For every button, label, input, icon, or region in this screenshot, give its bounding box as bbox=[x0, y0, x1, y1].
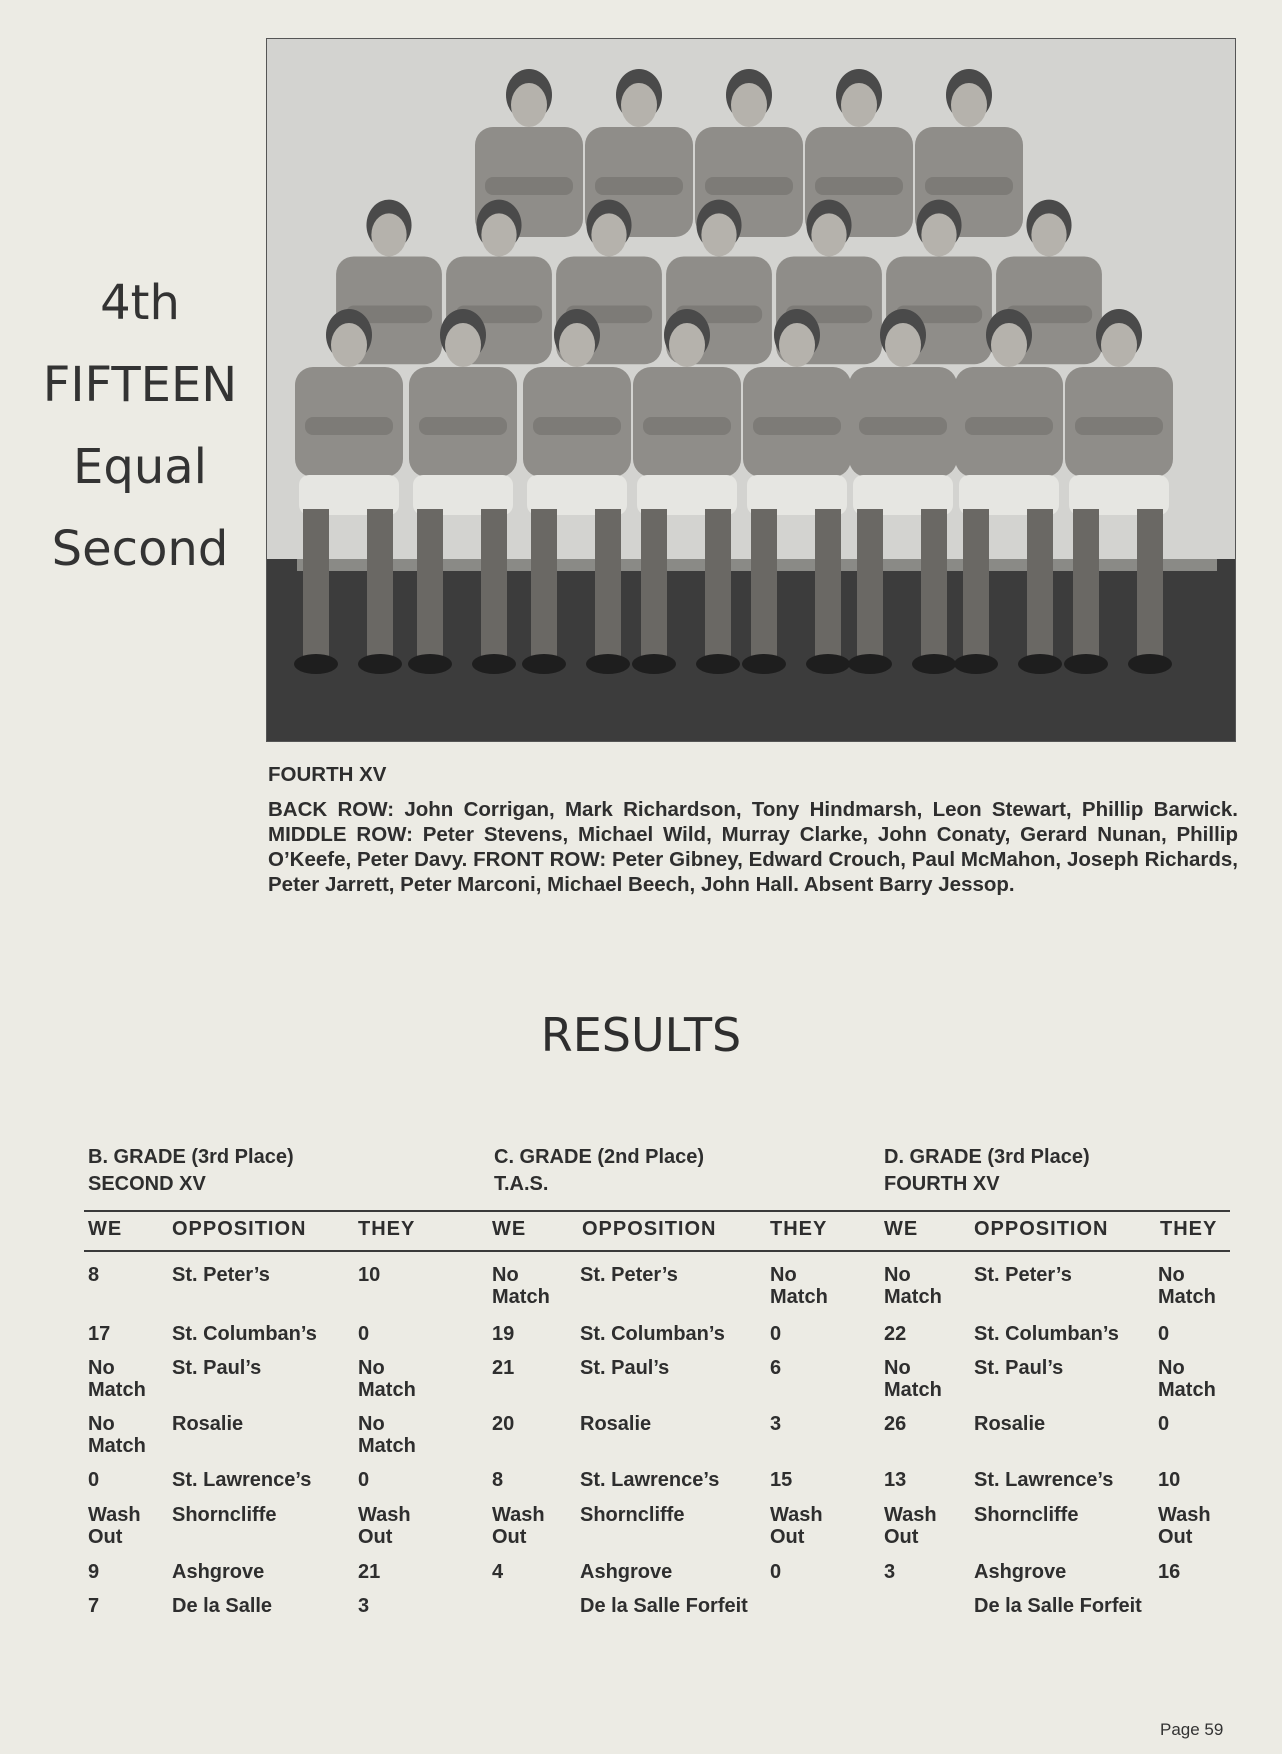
result-cell-d-opposition: St. Columban’s bbox=[974, 1323, 1119, 1345]
player-face bbox=[591, 213, 626, 256]
result-cell-b-opposition: St. Paul’s bbox=[172, 1357, 262, 1379]
caption-body: BACK ROW: John Corrigan, Mark Richardson, Tony Hindmarsh, Leon Stewart, Phillip Barwick. MIDDLE ROW: Peter Stevens, Michael Wild, Murray Clarke, John Conaty, Gerard Nunan, Phillip O’Keefe, Peter Davy. FRONT ROW: Peter Gibney, Edward Crouch, Paul McMahon, Joseph Richards, Peter Jarrett, Peter Marconi, Michael Beech, John Hall. Absent Barry Jessop. bbox=[268, 798, 1238, 896]
result-cell-d-opposition: St. Paul’s bbox=[974, 1357, 1064, 1379]
grade-d-heading bbox=[884, 1144, 1090, 1198]
result-cell-d-we: 22 bbox=[884, 1323, 907, 1345]
player-boot bbox=[294, 654, 338, 674]
player-arms bbox=[643, 417, 731, 435]
result-cell-d-we: 26 bbox=[884, 1413, 907, 1435]
result-cell-d-they: 16 bbox=[1158, 1561, 1181, 1583]
player-arms bbox=[753, 417, 841, 435]
player-face bbox=[951, 83, 987, 127]
result-cell-b-they: 21 bbox=[358, 1561, 381, 1583]
result-cell-b-opposition: Shorncliffe bbox=[172, 1504, 277, 1526]
result-cell-c-we: 19 bbox=[492, 1323, 515, 1345]
player-boot bbox=[358, 654, 402, 674]
result-cell-d-they: Wash Out bbox=[1158, 1504, 1211, 1548]
result-cell-d-opposition: Shorncliffe bbox=[974, 1504, 1079, 1526]
side-title-line: Equal bbox=[73, 439, 207, 495]
result-cell-b-opposition: St. Peter’s bbox=[172, 1264, 270, 1286]
caption-title: FOURTH XV bbox=[268, 763, 387, 786]
result-cell-d-we: Wash Out bbox=[884, 1504, 937, 1548]
player-face bbox=[731, 83, 767, 127]
player-face bbox=[445, 323, 481, 367]
player-arms bbox=[595, 177, 683, 195]
player-boot bbox=[806, 654, 850, 674]
result-cell-c-they: 0 bbox=[770, 1323, 782, 1345]
result-cell-c-we: Wash Out bbox=[492, 1504, 545, 1548]
player-face bbox=[331, 323, 367, 367]
player-boot bbox=[742, 654, 786, 674]
team-photo-icon bbox=[267, 39, 1235, 741]
grade-b-heading bbox=[88, 1144, 294, 1198]
result-cell-c-they: 0 bbox=[770, 1561, 782, 1583]
player-boot bbox=[1064, 654, 1108, 674]
result-cell-c-opposition: St. Lawrence’s bbox=[580, 1469, 720, 1491]
player-face bbox=[1031, 213, 1066, 256]
player-arms bbox=[1075, 417, 1163, 435]
player-sock bbox=[481, 509, 507, 659]
result-cell-c-they: 15 bbox=[770, 1469, 793, 1491]
grade-b-team: SECOND XV bbox=[88, 1173, 206, 1195]
player-arms bbox=[965, 417, 1053, 435]
player-boot bbox=[1128, 654, 1172, 674]
player-sock bbox=[303, 509, 329, 659]
player-boot bbox=[408, 654, 452, 674]
player-sock bbox=[367, 509, 393, 659]
player-face bbox=[371, 213, 406, 256]
col-head-opposition: OPPOSITION bbox=[172, 1218, 307, 1240]
result-cell-d-they: No Match bbox=[1158, 1357, 1216, 1401]
result-cell-c-opposition: St. Peter’s bbox=[580, 1264, 678, 1286]
grade-d-title: D. GRADE (3rd Place) bbox=[884, 1146, 1090, 1168]
result-cell-b-they: 10 bbox=[358, 1264, 381, 1286]
player-face bbox=[811, 213, 846, 256]
grade-c-title: C. GRADE (2nd Place) bbox=[494, 1146, 705, 1168]
player-sock bbox=[705, 509, 731, 659]
grade-d-team: FOURTH XV bbox=[884, 1173, 1000, 1195]
team-photo bbox=[266, 38, 1236, 742]
result-cell-c-they: 6 bbox=[770, 1357, 782, 1379]
player-boot bbox=[632, 654, 676, 674]
player-sock bbox=[857, 509, 883, 659]
col-head-opposition: OPPOSITION bbox=[582, 1218, 717, 1240]
result-cell-b-we: No Match bbox=[88, 1357, 146, 1401]
result-cell-b-we: 8 bbox=[88, 1264, 100, 1286]
page-number: Page 59 bbox=[1160, 1720, 1224, 1739]
col-head-opposition: OPPOSITION bbox=[974, 1218, 1109, 1240]
result-cell-b-they: 3 bbox=[358, 1595, 370, 1617]
result-cell-b-we: Wash Out bbox=[88, 1504, 141, 1548]
side-title-line: 4th bbox=[100, 275, 180, 331]
player-face bbox=[701, 213, 736, 256]
player-arms bbox=[485, 177, 573, 195]
result-cell-b-they: No Match bbox=[358, 1413, 416, 1457]
player-arms bbox=[305, 417, 393, 435]
player-arms bbox=[705, 177, 793, 195]
side-title-line: Second bbox=[51, 521, 229, 577]
player-face bbox=[779, 323, 815, 367]
result-cell-d-opposition: St. Peter’s bbox=[974, 1264, 1072, 1286]
col-head-they: THEY bbox=[1160, 1218, 1218, 1240]
result-cell-c-we: 4 bbox=[492, 1561, 504, 1583]
result-cell-d-opposition: Ashgrove bbox=[974, 1561, 1067, 1583]
result-cell-b-they: 0 bbox=[358, 1469, 370, 1491]
side-title bbox=[30, 262, 250, 590]
player-boot bbox=[586, 654, 630, 674]
col-head-they: THEY bbox=[770, 1218, 828, 1240]
player-face bbox=[841, 83, 877, 127]
result-cell-c-opposition: Shorncliffe bbox=[580, 1504, 685, 1526]
result-cell-b-opposition: St. Columban’s bbox=[172, 1323, 317, 1345]
result-cell-c-we: 21 bbox=[492, 1357, 515, 1379]
col-head-we: WE bbox=[88, 1218, 123, 1240]
col-head-they: THEY bbox=[358, 1218, 416, 1240]
player-face bbox=[559, 323, 595, 367]
result-cell-d-they: 0 bbox=[1158, 1413, 1170, 1435]
player-boot bbox=[522, 654, 566, 674]
result-cell-d-they: 10 bbox=[1158, 1469, 1181, 1491]
player-boot bbox=[1018, 654, 1062, 674]
player-boot bbox=[954, 654, 998, 674]
result-cell-c-we: 20 bbox=[492, 1413, 515, 1435]
result-cell-b-they: 0 bbox=[358, 1323, 370, 1345]
player-face bbox=[511, 83, 547, 127]
player-sock bbox=[595, 509, 621, 659]
result-cell-b-opposition: Rosalie bbox=[172, 1413, 244, 1435]
result-cell-d-opposition: De la Salle Forfeit bbox=[974, 1595, 1142, 1617]
player-boot bbox=[472, 654, 516, 674]
grade-c-team: T.A.S. bbox=[494, 1173, 549, 1195]
player-face bbox=[669, 323, 705, 367]
result-cell-c-opposition: St. Columban’s bbox=[580, 1323, 725, 1345]
photo-caption bbox=[268, 762, 1238, 897]
result-cell-c-opposition: Rosalie bbox=[580, 1413, 652, 1435]
result-cell-d-they: 0 bbox=[1158, 1323, 1170, 1345]
result-cell-b-they: Wash Out bbox=[358, 1504, 411, 1548]
player-arms bbox=[533, 417, 621, 435]
result-cell-d-opposition: St. Lawrence’s bbox=[974, 1469, 1114, 1491]
result-cell-b-we: 0 bbox=[88, 1469, 100, 1491]
grade-c-heading bbox=[494, 1144, 704, 1198]
result-cell-d-we: No Match bbox=[884, 1357, 942, 1401]
player-sock bbox=[1027, 509, 1053, 659]
result-cell-c-opposition: De la Salle Forfeit bbox=[580, 1595, 748, 1617]
player-sock bbox=[751, 509, 777, 659]
result-cell-d-we: No Match bbox=[884, 1264, 942, 1308]
player-face bbox=[885, 323, 921, 367]
player-face bbox=[991, 323, 1027, 367]
result-cell-b-we: No Match bbox=[88, 1413, 146, 1457]
result-cell-c-we: No Match bbox=[492, 1264, 550, 1308]
result-cell-d-opposition: Rosalie bbox=[974, 1413, 1046, 1435]
player-boot bbox=[912, 654, 956, 674]
player-sock bbox=[1073, 509, 1099, 659]
player-sock bbox=[963, 509, 989, 659]
player-sock bbox=[531, 509, 557, 659]
player-face bbox=[621, 83, 657, 127]
player-sock bbox=[1137, 509, 1163, 659]
result-cell-c-they: No Match bbox=[770, 1264, 828, 1308]
player-sock bbox=[641, 509, 667, 659]
result-cell-c-we: 8 bbox=[492, 1469, 504, 1491]
result-cell-d-we: 13 bbox=[884, 1469, 907, 1491]
player-sock bbox=[417, 509, 443, 659]
player-sock bbox=[921, 509, 947, 659]
result-cell-b-we: 17 bbox=[88, 1323, 111, 1345]
col-head-we: WE bbox=[884, 1218, 919, 1240]
player-boot bbox=[848, 654, 892, 674]
result-cell-c-opposition: St. Paul’s bbox=[580, 1357, 670, 1379]
result-cell-b-we: 7 bbox=[88, 1595, 100, 1617]
player-sock bbox=[815, 509, 841, 659]
side-title-line: FIFTEEN bbox=[42, 357, 238, 413]
player-face bbox=[1101, 323, 1137, 367]
result-cell-b-we: 9 bbox=[88, 1561, 100, 1583]
player-face bbox=[481, 213, 516, 256]
result-cell-b-opposition: Ashgrove bbox=[172, 1561, 265, 1583]
result-cell-c-opposition: Ashgrove bbox=[580, 1561, 673, 1583]
result-cell-b-opposition: St. Lawrence’s bbox=[172, 1469, 312, 1491]
result-cell-b-they: No Match bbox=[358, 1357, 416, 1401]
result-cell-c-they: 3 bbox=[770, 1413, 782, 1435]
result-cell-d-they: No Match bbox=[1158, 1264, 1216, 1308]
player-face bbox=[921, 213, 956, 256]
player-arms bbox=[419, 417, 507, 435]
player-arms bbox=[815, 177, 903, 195]
result-cell-d-we: 3 bbox=[884, 1561, 896, 1583]
grade-b-title: B. GRADE (3rd Place) bbox=[88, 1146, 294, 1168]
player-arms bbox=[859, 417, 947, 435]
result-cell-c-they: Wash Out bbox=[770, 1504, 823, 1548]
player-boot bbox=[696, 654, 740, 674]
table-header-rule bbox=[84, 1250, 1230, 1252]
results-heading: RESULTS bbox=[540, 1008, 742, 1062]
result-cell-b-opposition: De la Salle bbox=[172, 1595, 273, 1617]
table-top-rule bbox=[84, 1210, 1230, 1212]
col-head-we: WE bbox=[492, 1218, 527, 1240]
player-arms bbox=[925, 177, 1013, 195]
